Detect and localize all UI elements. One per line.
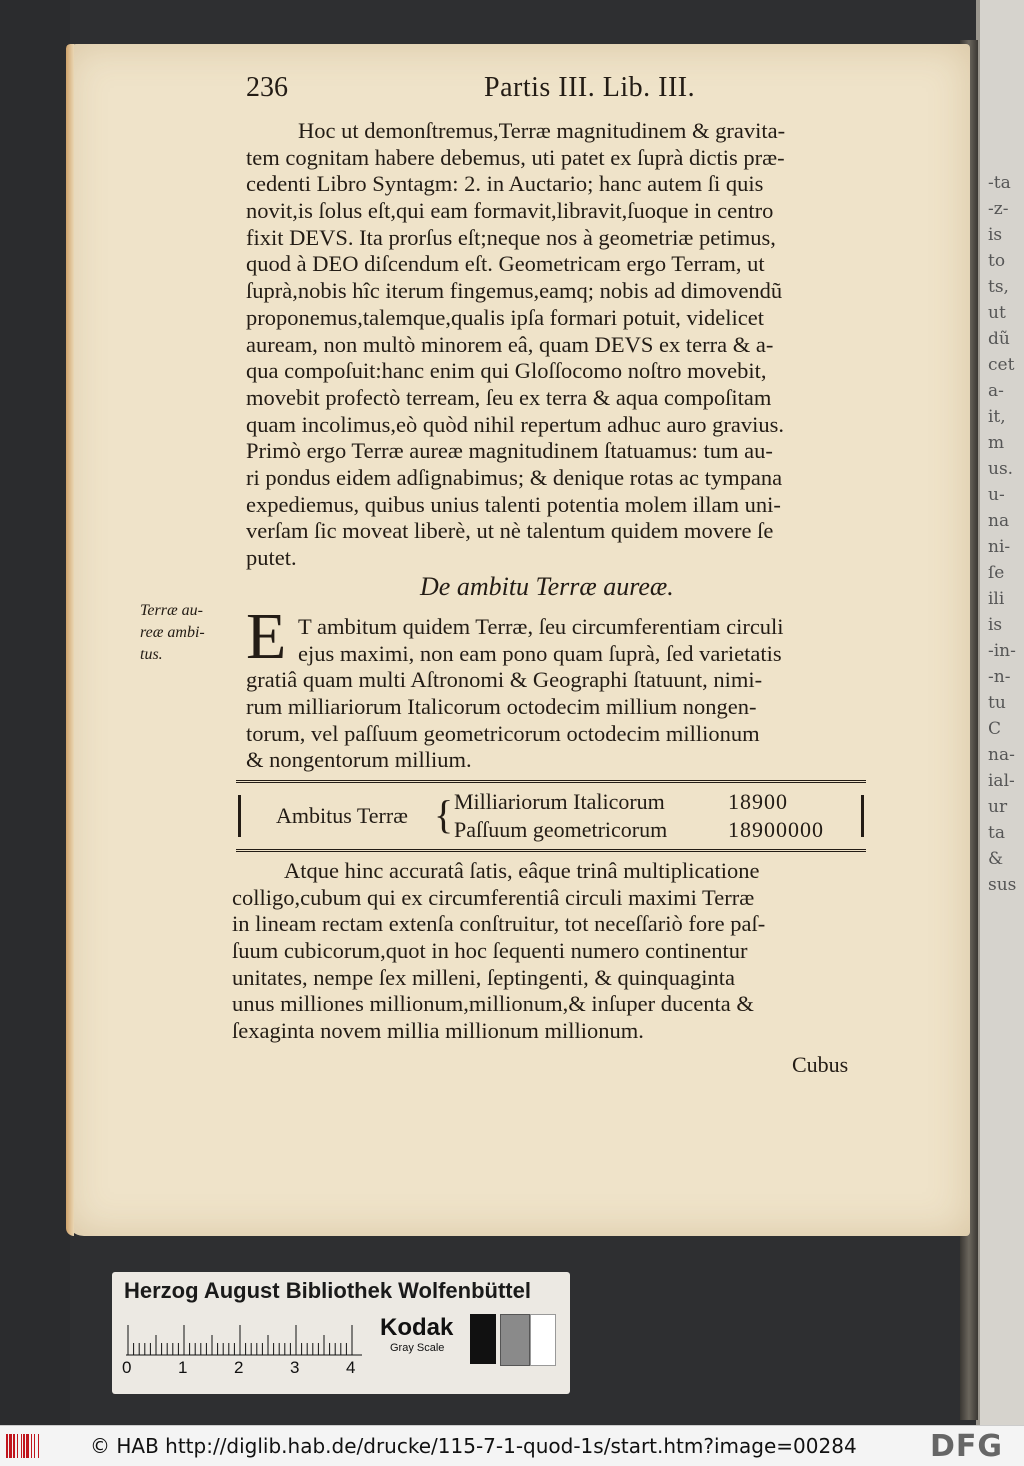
- barcode-bar: [13, 1434, 15, 1458]
- facing-page-fragment: ts,: [988, 277, 1009, 297]
- barcode-bar: [17, 1434, 18, 1458]
- paragraph-2-line: gratiâ quam multi Aſtronomi & Geographi ſtatuunt, nimi-: [246, 667, 763, 693]
- facing-page-fragment: ur: [988, 797, 1008, 817]
- facing-page-fragment: &: [988, 849, 1004, 869]
- paragraph-1-line: Hoc ut demonſtremus,Terræ magnitudinem & gravita-: [298, 118, 786, 143]
- facing-page-fragment: to: [988, 251, 1006, 271]
- paragraph-1-line: ri pondus eidem adſignabimus; & denique rotas ac tympana: [246, 464, 783, 490]
- paragraph-3: [232, 858, 892, 1045]
- paragraph-1-line: tem cognitam habere debemus, uti patet ex ſuprà dictis præ-: [246, 144, 785, 170]
- paragraph-1-line: quam incolimus,eò quòd nihil repertum adhuc auro gravius.: [246, 411, 785, 437]
- paragraph-3-line: ſexaginta novem millia millionum millionum.: [232, 1018, 644, 1044]
- paragraph-1-line: cedenti Libro Syntagm: 2. in Auctario; hanc autem ſi quis: [246, 171, 764, 197]
- paragraph-1-line: Primò ergo Terræ aureæ magnitudinem ſtatuamus: tum au-: [246, 438, 773, 464]
- barcode-bar: [34, 1434, 35, 1458]
- paragraph-1-line: expediemus, quibus unius talenti potentia molem illam uni-: [246, 491, 781, 517]
- paragraph-1-line: putet.: [246, 545, 297, 570]
- ruler-number: 1: [178, 1358, 188, 1377]
- facing-page-fragment: ſe: [988, 563, 1005, 583]
- facing-page-fragment: na: [988, 511, 1010, 531]
- facing-page-fragment: na-: [988, 745, 1015, 765]
- paragraph-1-line: movebit profectò terream, ſeu ex terra & aqua compoſitam: [246, 384, 772, 410]
- barcode-bar: [38, 1434, 39, 1458]
- ruler-number: 2: [234, 1358, 244, 1377]
- paragraph-3-line: colligo,cubum qui ex circumferentiâ circuli maximi Terræ: [232, 884, 755, 910]
- paragraph-1-line: ſuprà,nobis hîc iterum fingemus,eamq; nobis ad dimovendũ: [246, 278, 783, 304]
- facing-page-fragment: -ta: [988, 173, 1011, 193]
- library-name: Herzog August Bibliothek Wolfenbüttel: [124, 1278, 531, 1303]
- table-row2-name: Paſſuum geometricorum: [454, 817, 668, 842]
- barcode-bar: [31, 1434, 32, 1458]
- barcode-bar: [6, 1434, 8, 1458]
- barcode-bar: [26, 1434, 29, 1458]
- paragraph-2-line: ejus maximi, non eam pono quam ſuprà, ſed varietatis: [298, 640, 782, 666]
- facing-page: [976, 0, 1024, 1425]
- ruler-number: 3: [290, 1358, 300, 1377]
- ambitus-table: [236, 780, 866, 852]
- facing-page-fragment: cet: [988, 355, 1015, 375]
- marginal-note-line: tus.: [140, 646, 163, 663]
- facing-page-fragment: ut: [988, 303, 1006, 323]
- paragraph-2-line: rum milliariorum Italicorum octodecim millium nongen-: [246, 694, 757, 720]
- table-right-rule: [861, 795, 864, 837]
- facing-page-fragment: ta: [988, 823, 1005, 843]
- table-row1-value: 18900: [728, 789, 788, 814]
- facing-page-fragment: dũ: [988, 329, 1010, 349]
- footer-bar: [0, 1425, 1024, 1466]
- ruler-icon: [126, 1320, 362, 1356]
- paragraph-2-line: & nongentorum millium.: [246, 747, 472, 773]
- paragraph-1-line: proponemus,talemque,qualis ipſa formari potuit, videlicet: [246, 304, 764, 330]
- kodak-subtitle: Gray Scale: [390, 1342, 445, 1354]
- barcode-bar: [21, 1434, 22, 1458]
- dfg-logo: DFG: [930, 1429, 1004, 1464]
- paragraph-1-line: qua compoſuit:hanc enim qui Gloſſocomo noſtro movebit,: [246, 358, 767, 384]
- marginal-note-line: Terræ au-: [140, 602, 203, 619]
- paragraph-2: [246, 614, 886, 774]
- facing-page-fragment: -n-: [988, 667, 1011, 687]
- table-row1-name: Milliariorum Italicorum: [454, 789, 665, 814]
- table-row2-value: 18900000: [728, 817, 824, 842]
- paragraph-2-line: T ambitum quidem Terræ, ſeu circumferentiam circuli: [298, 614, 784, 639]
- paragraph-1-line: novit,is ſolus eſt,qui eam formavit,libravit,ſuoque in centro: [246, 198, 774, 224]
- catchword: Cubus: [792, 1052, 849, 1077]
- marginal-note: [140, 600, 220, 666]
- running-header: [246, 72, 886, 112]
- paragraph-3-line: in lineam rectam extenſa conſtruitur, tot neceſſariò fore paſ-: [232, 911, 766, 937]
- ruler-number: 0: [122, 1358, 132, 1377]
- footer-copyright-link[interactable]: © HAB http://diglib.hab.de/drucke/115-7-1-quod-1s/start.htm?image=00284: [90, 1434, 857, 1458]
- facing-page-fragment: -in-: [988, 641, 1016, 661]
- facing-page-fragment: is: [988, 225, 1003, 245]
- running-title: Partis III. Lib. III.: [484, 72, 696, 103]
- facing-page-fragment: ial-: [988, 771, 1015, 791]
- paragraph-3-line: ſuum cubicorum,quot in hoc ſequenti numero continentur: [232, 938, 748, 964]
- facing-page-fragment: u-: [988, 485, 1005, 505]
- paragraph-2-line: torum, vel paſſuum geometricorum octodecim millionum: [246, 720, 760, 746]
- facing-page-text: [988, 170, 1024, 898]
- page-number: 236: [246, 72, 288, 103]
- kodak-logo: Kodak: [380, 1314, 454, 1341]
- barcode-bar: [9, 1434, 12, 1458]
- paragraph-3-line: unitates, nempe ſex milleni, ſeptingenti, & quinquaginta: [232, 964, 736, 990]
- facing-page-fragment: C: [988, 719, 1002, 739]
- facing-page-fragment: it,: [988, 407, 1006, 427]
- gray-patch-black: [470, 1314, 496, 1364]
- facing-page-fragment: tu: [988, 693, 1006, 713]
- paragraph-1-line: quod à DEO diſcendum eſt. Geometricam ergo Terram, ut: [246, 251, 765, 277]
- paragraph-3-line: unus milliones millionum,millionum,& inſuper ducenta &: [232, 991, 754, 1017]
- ruler-number: 4: [346, 1358, 356, 1377]
- facing-page-fragment: sus: [988, 875, 1017, 895]
- marginal-note-line: reæ ambi-: [140, 624, 205, 641]
- facing-page-fragment: ili: [988, 589, 1005, 609]
- facing-page-fragment: us.: [988, 459, 1014, 479]
- table-left-rule: [238, 795, 241, 837]
- facing-page-fragment: m: [988, 433, 1005, 453]
- barcode-icon: [6, 1434, 50, 1458]
- subheading: De ambitu Terræ aureæ.: [420, 572, 674, 601]
- paragraph-1-line: fixit DEVS. Ita prorſus eſt;neque nos à geometriæ petimus,: [246, 224, 776, 250]
- table-label: Ambitus Terræ: [276, 803, 408, 828]
- scan-background: [0, 0, 70, 1425]
- gray-patch-mid: [500, 1314, 530, 1366]
- library-label: [112, 1272, 570, 1394]
- drop-capital: E: [246, 600, 287, 673]
- facing-page-fragment: is: [988, 615, 1003, 635]
- facing-page-fragment: a-: [988, 381, 1004, 401]
- facing-page-fragment: -z-: [988, 199, 1009, 219]
- brace-icon: {: [434, 792, 454, 837]
- paragraph-3-line: Atque hinc accuratâ ſatis, eâque trinâ multiplicatione: [284, 858, 760, 883]
- paragraph-1-line: verſam ſic moveat liberè, ut nè talentum quidem movere ſe: [246, 518, 774, 544]
- paragraph-1: [246, 118, 886, 572]
- gray-patch-white: [530, 1314, 556, 1366]
- paragraph-1-line: auream, non multò minorem eâ, quam DEVS ex terra & a-: [246, 331, 774, 357]
- facing-page-fragment: ni-: [988, 537, 1011, 557]
- barcode-bar: [23, 1434, 25, 1458]
